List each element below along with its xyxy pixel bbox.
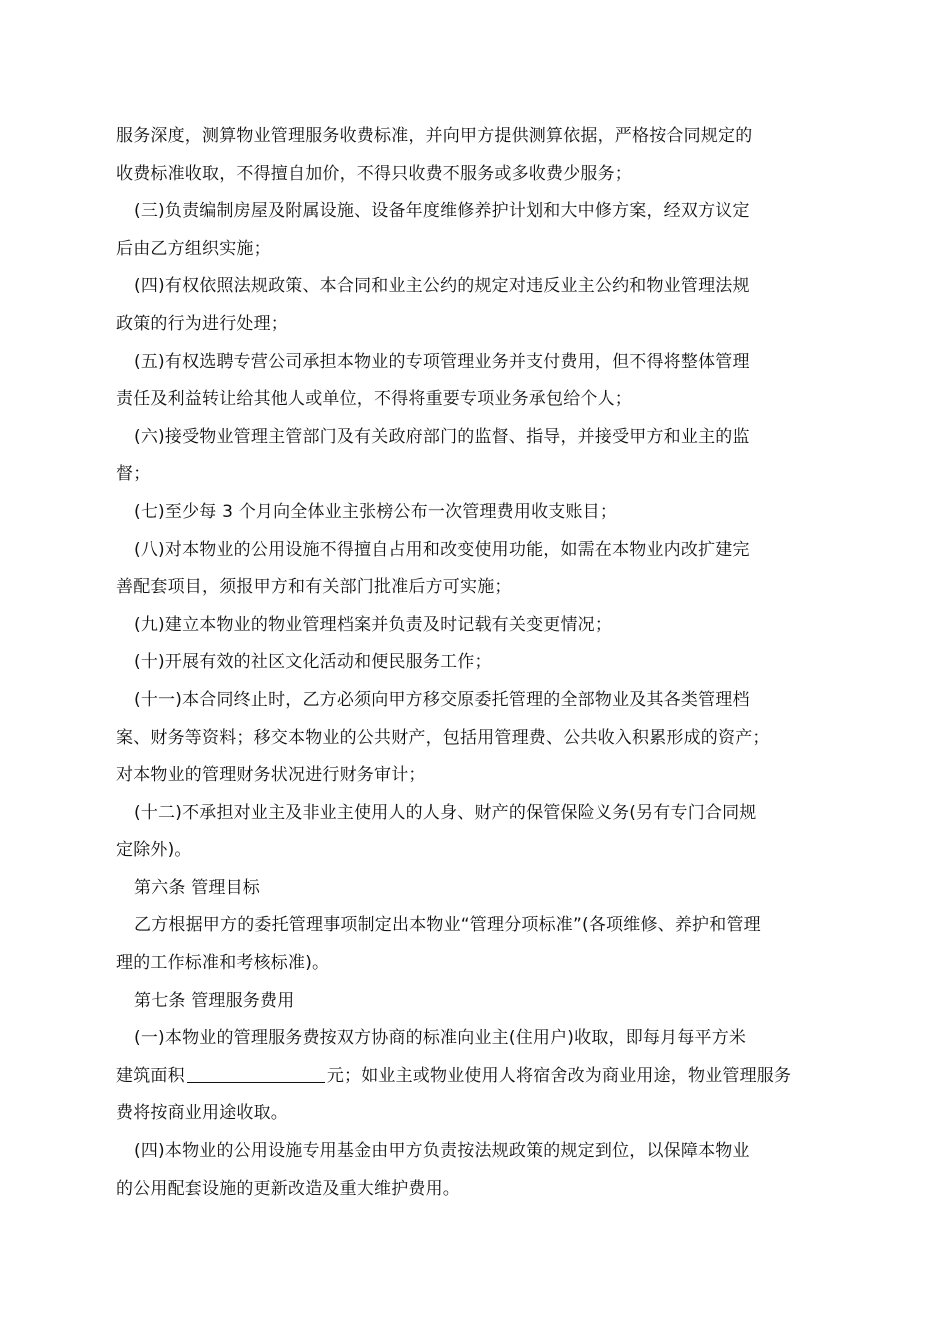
clause-item: (七)至少每 3 个月向全体业主张榜公布一次管理费用收支账目； [134, 501, 618, 522]
clause-item: (一)本物业的管理服务费按双方协商的标准向业主(住用户)收取，即每月每平方米 [134, 1028, 747, 1049]
clause-item: (八)对本物业的公用设施不得擅自占用和改变使用功能，如需在本物业内改扩建完 [134, 539, 750, 560]
clause-item: (十)开展有效的社区文化活动和便民服务工作； [134, 652, 492, 673]
text-line: 政策的行为进行处理； [116, 313, 288, 334]
text-line: 定除外)。 [116, 840, 192, 861]
text-line: 督； [116, 464, 151, 485]
clause-item: (四)本物业的公用设施专用基金由甲方负责按法规政策的规定到位，以保障本物业 [134, 1141, 750, 1162]
text-line: 收费标准收取，不得擅自加价，不得只收费不服务或多收费少服务； [116, 163, 632, 184]
text-line: 善配套项目，须报甲方和有关部门批准后方可实施； [116, 577, 512, 598]
text-line: 后由乙方组织实施； [116, 238, 271, 259]
text-line: 费将按商业用途收取。 [116, 1103, 288, 1124]
clause-item: (九)建立本物业的物业管理档案并负责及时记载有关变更情况； [134, 614, 613, 635]
area-line-suffix: 元；如业主或物业使用人将宿舍改为商业用途，物业管理服务 [326, 1065, 792, 1086]
paragraph-line: 乙方根据甲方的委托管理事项制定出本物业“管理分项标准”(各项维修、养护和管理 [134, 915, 761, 936]
text-line: 的公用配套设施的更新改造及重大维护费用。 [116, 1178, 460, 1199]
clause-item: (四)有权依照法规政策、本合同和业主公约的规定对违反业主公约和物业管理法规 [134, 276, 750, 297]
text-line: 责任及利益转让给其他人或单位，不得将重要专项业务承包给个人； [116, 389, 632, 410]
text-line: 服务深度，测算物业管理服务收费标准，并向甲方提供测算依据，严格按合同规定的 [116, 126, 753, 146]
area-fee-line [116, 1058, 834, 1096]
clause-item: (十二)不承担对业主及非业主使用人的人身、财产的保管保险义务(另有专门合同规 [134, 802, 757, 823]
text-line: 案、财务等资料；移交本物业的公共财产，包括用管理费、公共收入积累形成的资产； [116, 727, 770, 748]
document-body [116, 118, 834, 1208]
clause-item: (十一)本合同终止时，乙方必须向甲方移交原委托管理的全部物业及其各类管理档 [134, 689, 750, 710]
text-line: 理的工作标准和考核标准)。 [116, 953, 330, 974]
article-heading: 第六条 管理目标 [134, 877, 261, 898]
article-heading: 第七条 管理服务费用 [134, 990, 295, 1011]
clause-item: (五)有权选聘专营公司承担本物业的专项管理业务并支付费用，但不得将整体管理 [134, 351, 750, 372]
text-line: 对本物业的管理财务状况进行财务审计； [116, 765, 426, 786]
area-line-prefix: 建筑面积 [116, 1065, 185, 1086]
clause-item: (三)负责编制房屋及附属设施、设备年度维修养护计划和大中修方案，经双方议定 [134, 201, 750, 222]
fill-in-blank [187, 1081, 325, 1083]
clause-item: (六)接受物业管理主管部门及有关政府部门的监督、指导，并接受甲方和业主的监 [134, 426, 750, 447]
